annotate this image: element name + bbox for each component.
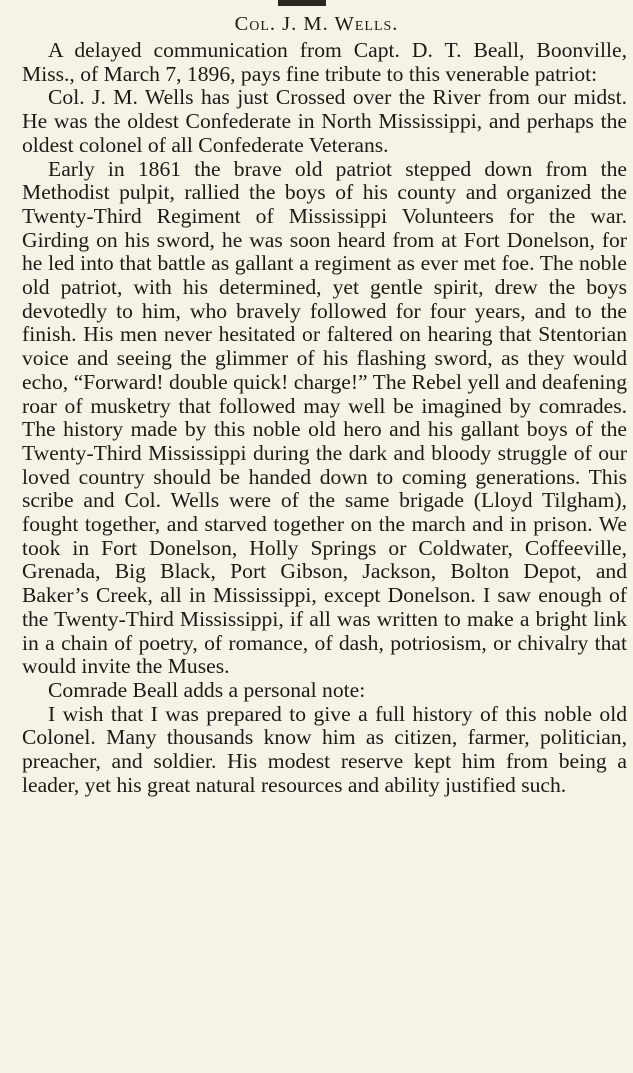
article-paragraph-crossed-over: Col. J. M. Wells has just Crossed over the River from our midst. He was the oldest Confederate in North Mississippi, and perhaps the oldest colonel of all Confederate Veterans.	[22, 85, 627, 157]
article-title: Col. J. M. Wells.	[234, 13, 399, 35]
article-paragraph-regiment-history: Early in 1861 the brave old patriot stepped down from the Methodist pulpit, rallied the boys of his county and organized the Twenty-Third Regiment of Mississippi Volunteers for the war. Girding on his sword, he was soon heard from at Fort Donelson, for he led into that battle as gallant a regiment as ever met foe. The noble old patriot, with his determined, yet gentle spirit, drew the boys devotedly to him, who bravely followed for four years, and to the finish. His men never hesitated or faltered on hearing that Stentorian voice and seeing the glimmer of his flashing sword, as they would echo, “Forward! double quick! charge!” The Rebel yell and deafening roar of musketry that followed may well be imagined by comrades. The history made by this noble old hero and his gallant boys of the Twenty-Third Mississippi during the dark and bloody struggle of our loved country should be handed down to coming generations. This scribe and Col. Wells were of the same brigade (Lloyd Tilgham), fought together, and starved together on the march and in prison. We took in Fort Donelson, Holly Springs or Coldwater, Coffeeville, Grenada, Big Black, Port Gibson, Jackson, Bolton Depot, and Baker’s Creek, all in Mississippi, except Donelson. I saw enough of the Twenty-Third Mississippi, if all was written to make a bright link in a chain of poetry, of romance, of dash, potriosism, or chivalry that would invite the Muses.	[22, 156, 627, 679]
article	[0, 8, 633, 798]
article-paragraph-intro: A delayed communication from Capt. D. T. Beall, Boonville, Miss., of March 7, 1896, pays fine tribute to this venerable patriot:	[22, 38, 627, 86]
page-top-mark	[278, 0, 326, 6]
article-paragraph-personal-note: I wish that I was prepared to give a full history of this noble old Colonel. Many thousands know him as citizen, farmer, politician, preacher, and soldier. His modest reserve kept him from being a leader, yet his great natural resources and ability justified such.	[22, 701, 627, 797]
article-paragraph-personal-note-intro: Comrade Beall adds a personal note:	[48, 677, 366, 702]
